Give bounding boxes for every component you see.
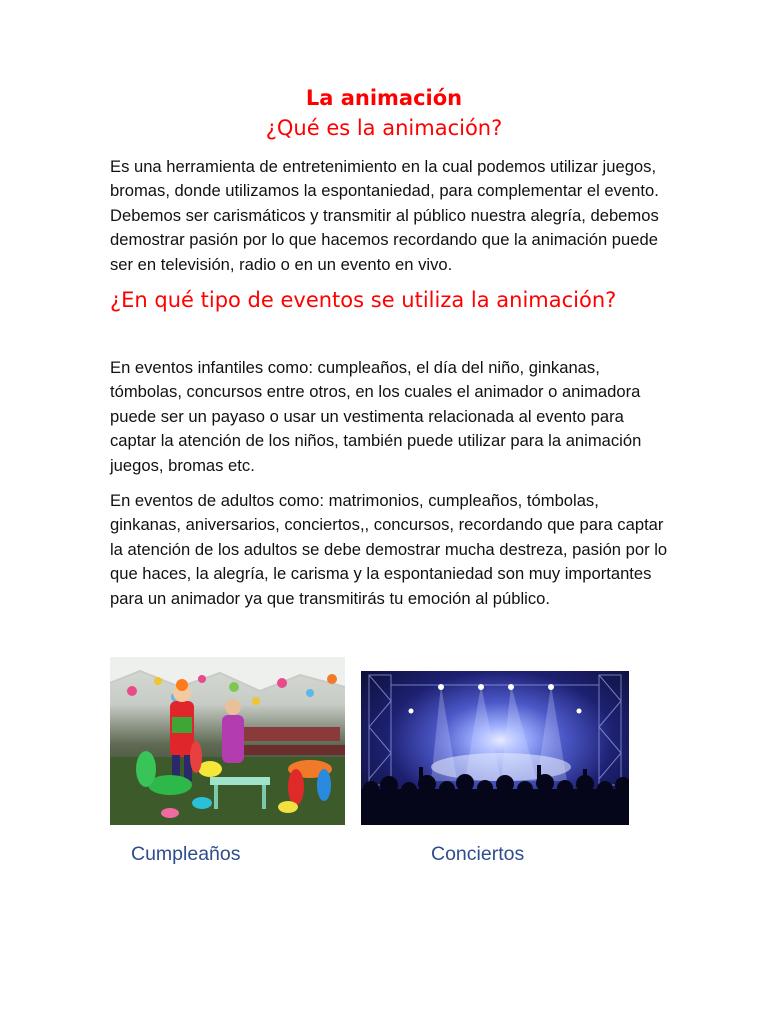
caption-cumpleanos: Cumpleaños: [131, 843, 241, 865]
caption-conciertos: Conciertos: [431, 843, 525, 865]
section-heading-what-is: ¿Qué es la animación?: [265, 116, 503, 140]
paragraph-definition: Es una herramienta de entretenimiento en la cual podemos utilizar juegos, bromas, donde utilizamos la espontaniedad, para complementar el evento. Debemos ser carismáticos y transmitir al público nuestra alegría, debemos demostrar pasión por lo que hacemos recordando que la animación puede ser en televisión, radio o en un evento en vivo.: [110, 157, 659, 274]
birthday-party-photo: [110, 657, 345, 825]
document-title: La animación: [305, 86, 463, 110]
concert-photo: [361, 671, 629, 825]
paragraph-adult-events: En eventos de adultos como: matrimonios, cumpleaños, tómbolas, ginkanas, aniversarios, conciertos,, concursos, recordando que para captar la atención de los adultos se debe demostrar mucha destreza, pasión por lo que haces, la alegría, le carisma y la espontaniedad son muy importantes para un animador ya que transmitirás tu emoción al público.: [110, 491, 668, 608]
section-heading-event-types: ¿En qué tipo de eventos se utiliza la animación?: [110, 288, 617, 312]
paragraph-children-events: En eventos infantiles como: cumpleaños, el día del niño, ginkanas, tómbolas, concursos entre otros, en los cuales el animador o animadora puede ser un payaso o usar un vestimenta relacionada al evento para captar la atención de los niños, también puede utilizar para la animación juegos, bromas etc.: [110, 358, 642, 475]
